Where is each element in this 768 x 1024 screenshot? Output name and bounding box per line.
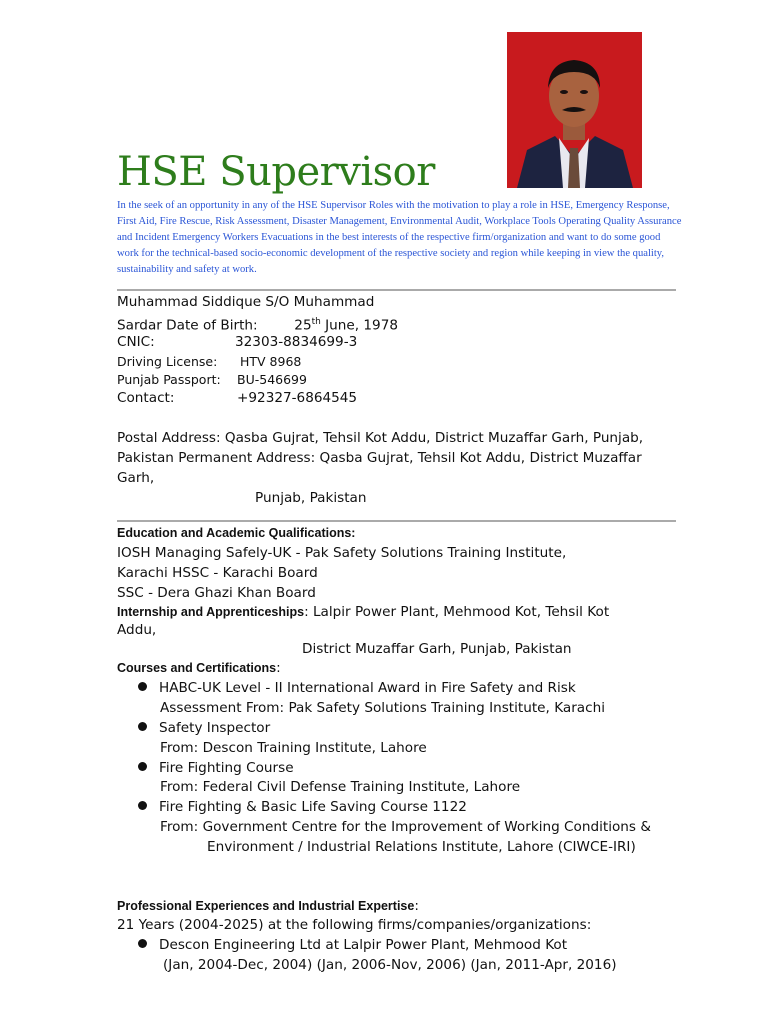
contact-value: +92327-6864545 [237, 390, 358, 406]
course-from: From: Descon Training Institute, Lahore [160, 740, 427, 756]
list-item [138, 758, 294, 778]
courses-heading-colon: : [276, 660, 281, 676]
course-from: From: Federal Civil Defense Training Institute, Lahore [160, 779, 521, 795]
cnic-line [117, 332, 357, 352]
address-line-1: Postal Address: Qasba Gujrat, Tehsil Kot Addu, District Muzaffar Garh, Punjab, [117, 430, 644, 446]
cnic-value: 32303-8834699-3 [235, 334, 358, 350]
internship-line-3: District Muzaffar Garh, Punjab, Pakistan [302, 641, 572, 657]
dob-label: Sardar Date of Birth: [117, 317, 258, 334]
profile-photo [507, 32, 642, 188]
passport-line [117, 370, 307, 390]
experience-heading: Professional Experiences and Industrial Expertise [117, 899, 415, 913]
license-value: HTV 8968 [240, 354, 302, 369]
objective-statement: In the seek of an opportunity in any of the HSE Supervisor Roles with the motivation to play a role in HSE, Emergency Response, First Aid, Fire Rescue, Risk Assessment, Disaster Management, Environmental Audit, Workplace Tools Operating Quality Assurance and Incident Emergency Workers Evacuations in the best interests of the respective firm/organization and want to do some good work for the technical-based socio-economic development of the respective society and region while keeping in view the quality, sustainability and safety at work. [117, 200, 682, 275]
list-item [138, 678, 576, 698]
license-line [117, 352, 301, 372]
license-label: Driving License: [117, 354, 218, 369]
passport-label: Punjab Passport: [117, 372, 221, 387]
education-line-2: Karachi HSSC - Karachi Board [117, 565, 318, 581]
education-line-3: SSC - Dera Ghazi Khan Board [117, 585, 316, 601]
dob-month-year: June, 1978 [320, 317, 399, 334]
list-item [138, 718, 270, 738]
bullet-icon [138, 762, 147, 771]
course-title: Fire Fighting Course [159, 760, 294, 776]
experience-heading-line [117, 896, 419, 916]
list-item [138, 797, 467, 817]
course-from: From: Government Centre for the Improvement of Working Conditions & [160, 819, 651, 835]
page-title: HSE Supervisor [117, 149, 435, 195]
experience-title: Descon Engineering Ltd at Lalpir Power Plant, Mehmood Kot [159, 937, 568, 953]
list-item [138, 935, 567, 955]
passport-value: BU-546699 [237, 372, 307, 387]
address-line-2: Pakistan Permanent Address: Qasba Gujrat, Tehsil Kot Addu, District Muzaffar [117, 450, 642, 466]
course-title: HABC-UK Level - II International Award in Fire Safety and Risk [159, 680, 576, 696]
name-line: Muhammad Siddique S/O Muhammad [117, 294, 375, 310]
divider [117, 289, 676, 291]
internship-text: : Lalpir Power Plant, Mehmood Kot, Tehsil Kot [304, 604, 610, 620]
bullet-icon [138, 682, 147, 691]
experience-heading-colon: : [414, 898, 419, 914]
course-title: Safety Inspector [159, 720, 271, 736]
internship-line-2: Addu, [117, 622, 157, 638]
courses-heading: Courses and Certifications [117, 661, 277, 675]
courses-heading-line [117, 658, 281, 678]
experience-summary: 21 Years (2004-2025) at the following firms/companies/organizations: [117, 917, 592, 933]
education-line-1: IOSH Managing Safely-UK - Pak Safety Solutions Training Institute, [117, 545, 567, 561]
bullet-icon [138, 722, 147, 731]
contact-line [117, 388, 357, 408]
divider [117, 520, 676, 522]
education-heading: Education and Academic Qualifications: [117, 526, 356, 540]
cnic-label: CNIC: [117, 334, 155, 350]
internship-heading: Internship and Apprenticeships [117, 605, 305, 619]
course-from-continued: Environment / Industrial Relations Institute, Lahore (CIWCE-IRI) [207, 839, 636, 855]
bullet-icon [138, 939, 147, 948]
address-line-4: Punjab, Pakistan [255, 490, 367, 506]
portrait-image [507, 32, 642, 188]
internship-line [117, 602, 609, 622]
address-line-3: Garh, [117, 470, 155, 486]
course-from: Assessment From: Pak Safety Solutions Training Institute, Karachi [160, 700, 605, 716]
course-title: Fire Fighting & Basic Life Saving Course 1122 [159, 799, 467, 815]
experience-dates: (Jan, 2004-Dec, 2004) (Jan, 2006-Nov, 2006) (Jan, 2011-Apr, 2016) [163, 957, 617, 973]
bullet-icon [138, 801, 147, 810]
dob-day: 25 [294, 317, 312, 334]
contact-label: Contact: [117, 390, 175, 406]
dob-suffix: th [311, 317, 321, 327]
